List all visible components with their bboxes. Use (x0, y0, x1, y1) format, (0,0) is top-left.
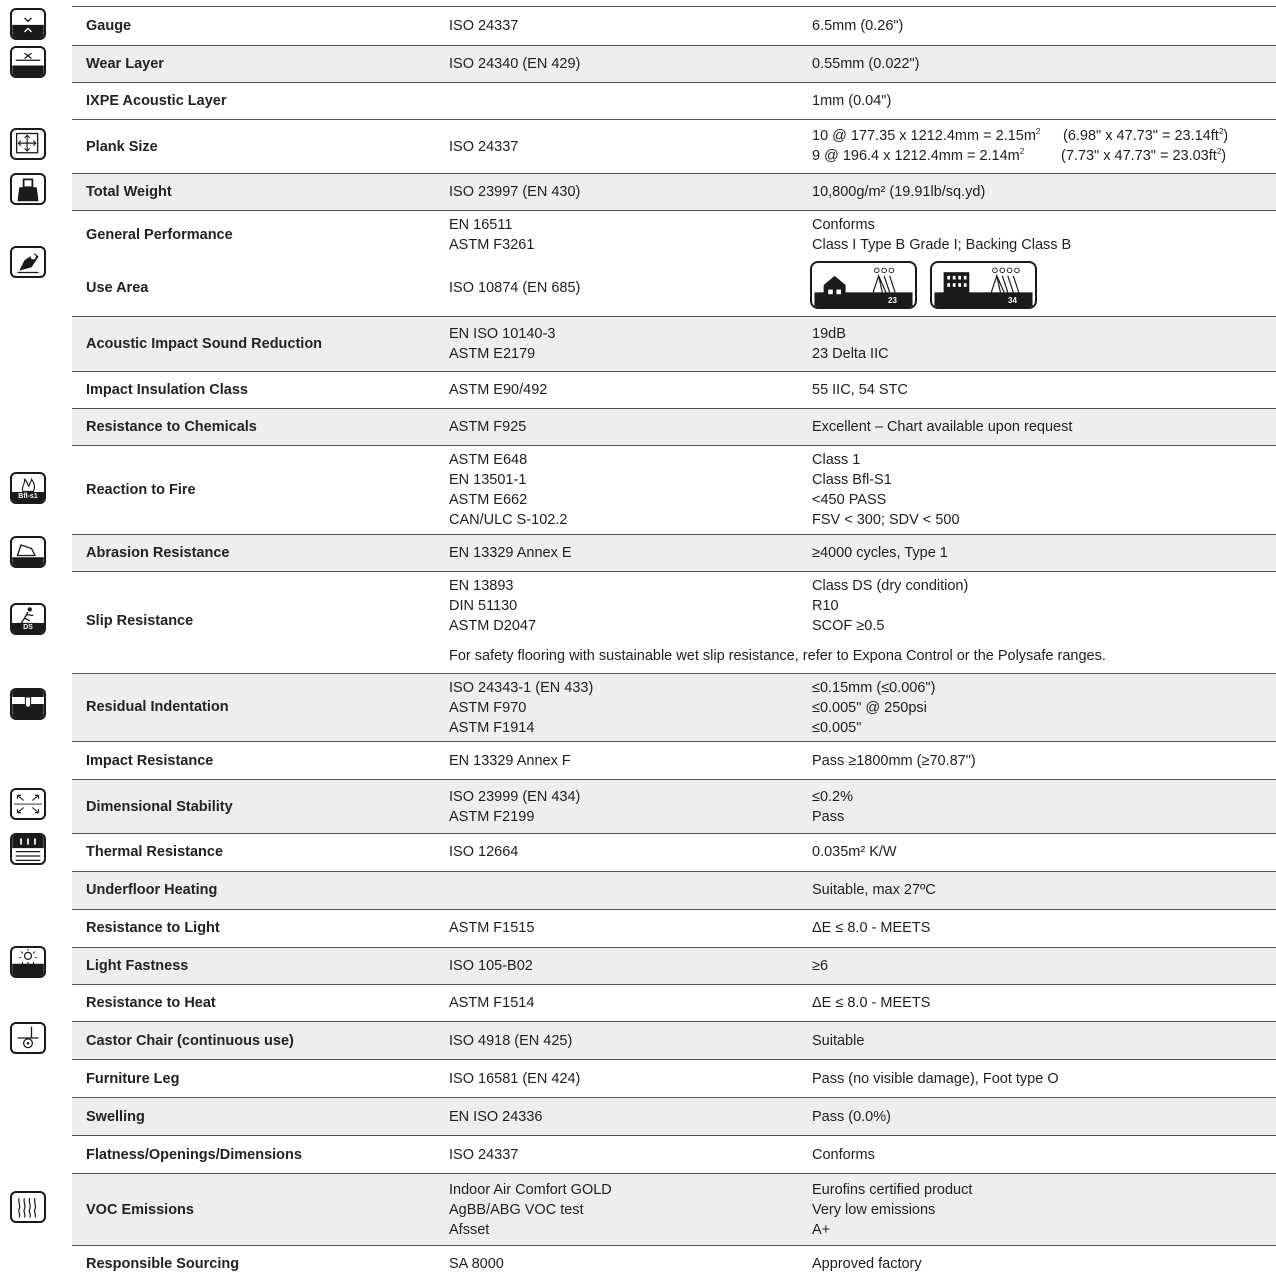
standard-value: EN 13329 Annex F (449, 753, 571, 769)
property-label: Dimensional Stability (86, 799, 233, 815)
property-label: Swelling (86, 1109, 145, 1125)
table-row (72, 947, 1276, 984)
slip-resistance-note: For safety flooring with sustainable wet slip resistance, refer to Expona Control or the Polysafe ranges. (449, 648, 1106, 664)
table-row (72, 45, 1276, 82)
result-value: 19dB 23 Delta IIC (812, 326, 889, 362)
standard-value: ISO 10874 (EN 685) (449, 280, 581, 296)
result-value: ≤0.2% Pass (812, 789, 854, 825)
table-row (72, 1097, 1276, 1135)
table-row (72, 673, 1276, 741)
plank-size-metric-2: 9 @ 196.4 x 1212.4mm = 2.14m (812, 148, 1020, 164)
result-value: Class DS (dry condition) R10 SCOF ≥0.5 (812, 578, 969, 634)
result-value: Suitable, max 27ºC (812, 882, 936, 898)
result-value: ≥4000 cycles, Type 1 (812, 545, 948, 561)
table-row (72, 1173, 1276, 1245)
property-label: Reaction to Fire (86, 482, 196, 498)
result-value: 0.035m² K/W (812, 844, 897, 860)
property-label: Impact Insulation Class (86, 382, 248, 398)
property-label: Residual Indentation (86, 699, 229, 715)
table-row (72, 1135, 1276, 1173)
property-label: VOC Emissions (86, 1202, 194, 1218)
result-value: Approved factory (812, 1256, 922, 1272)
plank-size-metric-1: 10 @ 177.35 x 1212.4mm = 2.15m (812, 128, 1036, 144)
property-label: Use Area (86, 280, 149, 296)
abrasion-icon (10, 536, 46, 568)
property-label: Underfloor Heating (86, 882, 218, 898)
standard-value: SA 8000 (449, 1256, 504, 1272)
use-area-class-34: 34 (1008, 296, 1017, 305)
standard-value: EN 13893 DIN 51130 ASTM D2047 (449, 578, 537, 634)
table-row (72, 6, 1276, 45)
property-label: Gauge (86, 18, 132, 34)
standard-value: ASTM F925 (449, 419, 527, 435)
result-value: Class 1 Class Bfl-S1 <450 PASS FSV < 300; SDV < 500 (812, 452, 960, 528)
table-row (72, 445, 1276, 534)
property-label: Responsible Sourcing (86, 1256, 240, 1272)
result-value: 55 IIC, 54 STC (812, 382, 908, 398)
property-label: General Performance (86, 227, 233, 243)
table-row (72, 741, 1276, 779)
standard-value: EN 13329 Annex E (449, 545, 572, 561)
table-row (72, 909, 1276, 947)
table-row (72, 408, 1276, 445)
property-label: Acoustic Impact Sound Reduction (86, 336, 323, 352)
standard-value: ASTM F1515 (449, 920, 535, 936)
standard-value: ISO 24340 (EN 429) (449, 56, 581, 72)
standard-value: EN ISO 10140-3 ASTM E2179 (449, 326, 556, 362)
slip-icon-tag: DS (23, 624, 33, 631)
property-label: Plank Size (86, 139, 158, 155)
table-row (72, 1059, 1276, 1097)
table-row (72, 871, 1276, 909)
wear-layer-icon (10, 46, 46, 78)
result-value: Pass (0.0%) (812, 1109, 891, 1125)
plank-size-line-1: 10 @ 177.35 x $1212.4mm = 2.15m^2$ (812, 127, 1041, 144)
property-label: Light Fastness (86, 958, 189, 974)
plank-size-imperial-2: (7.73" x 47.73" = $23.03ft^2$) (1061, 147, 1227, 164)
standard-value: EN ISO 24336 (449, 1109, 543, 1125)
result-value: Suitable (812, 1033, 865, 1049)
use-area-class-23: 23 (888, 296, 897, 305)
fire-icon (10, 472, 46, 504)
property-label: Thermal Resistance (86, 844, 224, 860)
standard-value: ISO 24337 (449, 139, 519, 155)
result-value: ΔE ≤ 8.0 - MEETS (812, 920, 931, 936)
fire-icon-tag: Bfl-s1 (18, 493, 38, 500)
standard-value: ASTM E648 EN 13501-1 ASTM E662 CAN/ULC S-102.2 (449, 452, 568, 528)
icon-column (0, 0, 60, 1277)
result-value: 1mm (0.04") (812, 93, 892, 109)
use-area-residential-badge (810, 261, 917, 309)
table-row (72, 779, 1276, 833)
result-value: Conforms Class I Type B Grade I; Backing Class B (812, 217, 1072, 253)
property-label: Slip Resistance (86, 613, 194, 629)
result-value: Pass (no visible damage), Foot type O (812, 1071, 1059, 1087)
standard-value: ASTM F1514 (449, 995, 535, 1011)
standard-value: ISO 4918 (EN 425) (449, 1033, 573, 1049)
result-value: ≤0.15mm (≤0.006") ≤0.005" @ 250psi ≤0.005" (812, 680, 936, 736)
table-row (72, 1245, 1276, 1277)
standard-value: Indoor Air Comfort GOLD AgBB/ABG VOC test Afsset (449, 1182, 612, 1238)
table-row (72, 316, 1276, 371)
table-row (72, 534, 1276, 571)
result-value: 6.5mm (0.26") (812, 18, 904, 34)
standard-value: EN 16511 ASTM F3261 (449, 217, 535, 253)
standard-value: ISO 24343-1 (EN 433) ASTM F970 ASTM F1914 (449, 680, 594, 736)
standard-value: ISO 23997 (EN 430) (449, 184, 581, 200)
result-value: Pass ≥1800mm (≥70.87") (812, 753, 976, 769)
table-row (72, 571, 1276, 673)
thermal-icon (10, 833, 46, 865)
plank-size-line-2: 9 @ 196.4 x $1212.4mm = 2.14m^2$ (812, 147, 1025, 164)
plank-size-icon (10, 128, 46, 160)
property-label: Wear Layer (86, 56, 164, 72)
property-label: Resistance to Chemicals (86, 419, 257, 435)
property-label: Impact Resistance (86, 753, 214, 769)
table-row (72, 371, 1276, 408)
property-label: Resistance to Light (86, 920, 220, 936)
standard-value: ASTM E90/492 (449, 382, 548, 398)
result-value: Conforms (812, 1147, 875, 1163)
result-value: ≥6 (812, 958, 829, 974)
light-icon (10, 946, 46, 978)
table-row (72, 82, 1276, 119)
property-label: IXPE Acoustic Layer (86, 93, 227, 109)
dimensional-stability-icon (10, 788, 46, 820)
use-area-commercial-badge (930, 261, 1037, 309)
property-label: Resistance to Heat (86, 995, 216, 1011)
property-label: Castor Chair (continuous use) (86, 1033, 294, 1049)
property-label: Abrasion Resistance (86, 545, 230, 561)
table-row (72, 173, 1276, 210)
table-row (72, 1021, 1276, 1059)
table-row (72, 984, 1276, 1021)
plank-size-imperial-1: (6.98" x 47.73" = $23.14ft^2$) (1063, 127, 1229, 144)
result-value: Excellent – Chart available upon request (812, 419, 1073, 435)
standard-value: ISO 24337 (449, 1147, 519, 1163)
property-label: Furniture Leg (86, 1071, 180, 1087)
standard-value: ISO 24337 (449, 18, 519, 34)
gauge-icon (10, 8, 46, 40)
property-label: Flatness/Openings/Dimensions (86, 1147, 302, 1163)
table-row (72, 833, 1276, 871)
result-value: ΔE ≤ 8.0 - MEETS (812, 995, 931, 1011)
table-row (72, 210, 1276, 316)
performance-icon (10, 246, 46, 278)
indentation-icon (10, 688, 46, 720)
voc-icon (10, 1191, 46, 1223)
standard-value: ISO 16581 (EN 424) (449, 1071, 581, 1087)
castor-chair-icon (10, 1022, 46, 1054)
weight-icon (10, 173, 46, 205)
standard-value: ISO 12664 (449, 844, 519, 860)
result-value: 10,800g/m² (19.91lb/sq.yd) (812, 184, 986, 200)
standard-value: ISO 105-B02 (449, 958, 533, 974)
result-value: 0.55mm (0.022") (812, 56, 920, 72)
table-row (72, 119, 1276, 173)
slip-icon (10, 603, 46, 635)
property-label: Total Weight (86, 184, 172, 200)
result-value: Eurofins certified product Very low emissions A+ (812, 1182, 973, 1238)
standard-value: ISO 23999 (EN 434) ASTM F2199 (449, 789, 581, 825)
